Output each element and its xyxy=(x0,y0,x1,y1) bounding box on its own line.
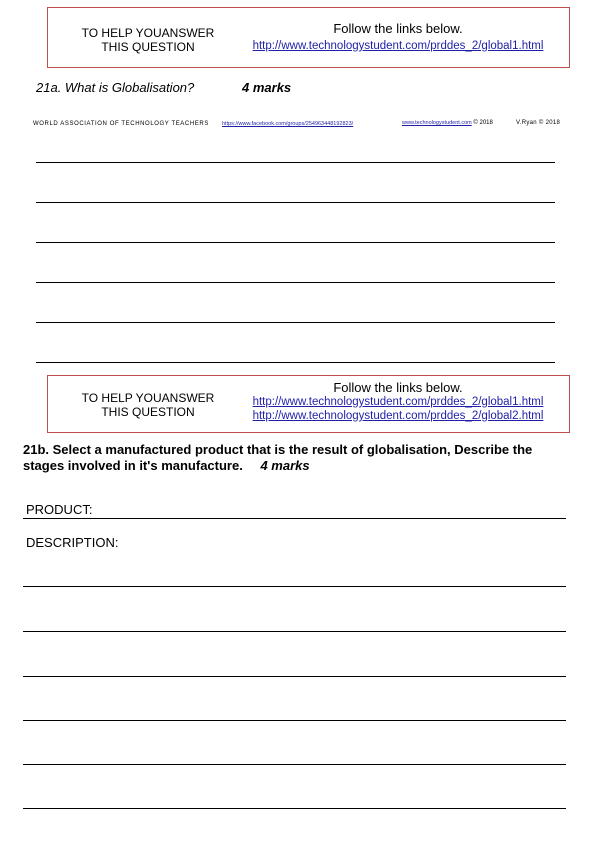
copyright-2: V.Ryan © 2018 xyxy=(516,120,561,126)
description-line-6[interactable] xyxy=(23,808,566,809)
copyright-1: © 2018 xyxy=(473,120,493,126)
description-line-5[interactable] xyxy=(23,764,566,765)
answer-line-21a-2[interactable] xyxy=(36,202,555,203)
site-credit xyxy=(402,120,493,126)
global1-link[interactable]: http://www.technologystudent.com/prddes_2/global1.html xyxy=(252,40,544,52)
question-21b-text xyxy=(23,442,583,474)
help-box-2-instruction xyxy=(68,391,228,419)
help-instruction-line1: TO HELP YOUANSWER xyxy=(81,391,215,405)
help-box-2 xyxy=(47,375,570,433)
help-instruction-line2: THIS QUESTION xyxy=(101,405,195,419)
question-21b-line1: 21b. Select a manufactured product that is the result of globalisation, Describe the xyxy=(23,442,533,457)
question-21a-title: 21a. What is Globalisation? xyxy=(36,80,195,95)
description-label: DESCRIPTION: xyxy=(26,535,119,550)
description-line-2[interactable] xyxy=(23,631,566,632)
help-instruction-line1: TO HELP YOUANSWER xyxy=(81,26,215,40)
global1-link[interactable]: http://www.technologystudent.com/prddes_2/global1.html xyxy=(252,396,544,408)
answer-line-21a-1[interactable] xyxy=(36,162,555,163)
answer-line-21a-3[interactable] xyxy=(36,242,555,243)
description-line-1[interactable] xyxy=(23,586,566,587)
product-answer-line[interactable] xyxy=(23,518,566,519)
question-21a-marks: 4 marks xyxy=(242,80,292,95)
association-credit: WORLD ASSOCIATION OF TECHNOLOGY TEACHERS xyxy=(33,121,209,127)
description-line-4[interactable] xyxy=(23,720,566,721)
follow-links-text: Follow the links below. xyxy=(333,21,463,36)
question-21b-marks: 4 marks xyxy=(260,458,310,473)
help-box-1 xyxy=(47,7,570,68)
follow-links-text: Follow the links below. xyxy=(333,380,463,395)
help-box-1-instruction xyxy=(68,26,228,54)
site-link[interactable]: www.technologystudent.com xyxy=(402,120,472,126)
answer-line-21a-5[interactable] xyxy=(36,322,555,323)
facebook-group-link[interactable]: https://www.facebook.com/groups/254963448192823/ xyxy=(222,121,354,127)
global2-link[interactable]: http://www.technologystudent.com/prddes_2/global2.html xyxy=(252,410,544,422)
description-line-3[interactable] xyxy=(23,676,566,677)
answer-line-21a-4[interactable] xyxy=(36,282,555,283)
help-box-1-links xyxy=(243,21,553,53)
product-label: PRODUCT: xyxy=(26,502,93,517)
question-21b-line2-wrap xyxy=(23,458,583,474)
help-instruction-line2: THIS QUESTION xyxy=(101,40,195,54)
answer-line-21a-6[interactable] xyxy=(36,362,555,363)
help-box-2-links xyxy=(243,380,553,423)
question-21b-line2: stages involved in it's manufacture. xyxy=(23,458,243,473)
